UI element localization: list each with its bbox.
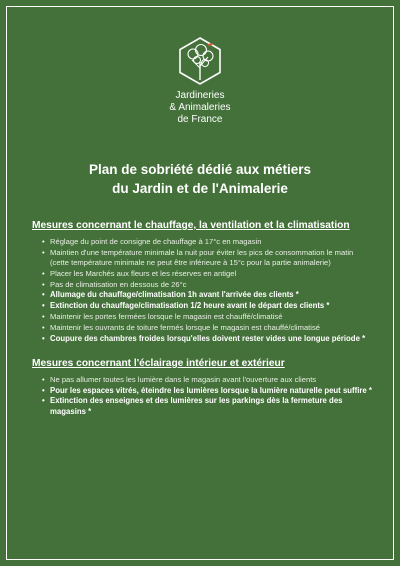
section-title-lighting: Mesures concernant l'éclairage intérieur et extérieur <box>32 357 285 369</box>
list-item: • Maintien d'une température minimale la nuit pour éviter les pics de consommation le matin (cette température minimale ne peut être inférieure à 15°c pour la partie animalerie) <box>42 248 372 268</box>
section-title-heating: Mesures concernant le chauffage, la ventilation et la climatisation <box>32 220 350 231</box>
list-item: • Placer les Marchés aux fleurs et les réserves en antigel <box>42 269 372 279</box>
list-item: • Extinction du chauffage/climatisation 1/2 heure avant le départ des clients * <box>42 301 372 311</box>
list-item: • Ne pas allumer toutes les lumière dans le magasin avant l'ouverture aux clients <box>42 375 372 385</box>
list-item: • Pour les espaces vitrés, éteindre les lumières lorsque la lumière naturelle peut suffire * <box>42 386 372 396</box>
brand-logo <box>0 36 400 126</box>
document-content <box>32 220 372 417</box>
list-item: • Réglage du point de consigne de chauffage à 17°c en magasin <box>42 237 372 247</box>
page-title-line-2: du Jardin et de l'Animalerie <box>112 181 288 196</box>
page-title <box>0 160 400 198</box>
lighting-measures-list <box>32 375 372 417</box>
brand-name-line-2: & Animaleries <box>169 102 231 113</box>
list-item: • Pas de climatisation en dessous de 26°c <box>42 280 372 290</box>
brand-name-line-3: de France <box>177 114 223 125</box>
list-item: • Maintenir les ouvrants de toiture fermés lorsque le magasin est chauffé/climatisé <box>42 323 372 333</box>
tree-hexagon-icon <box>177 36 223 86</box>
list-item: • Allumage du chauffage/climatisation 1h avant l'arrivée des clients * <box>42 290 372 300</box>
list-item: • Coupure des chambres froides lorsqu'elles doivent rester vides une longue période * <box>42 334 372 344</box>
brand-name-line-1: Jardineries <box>175 90 225 101</box>
brand-name <box>169 90 230 126</box>
list-item: • Maintenir les portes fermées lorsque le magasin est chauffé/climatisé <box>42 312 372 322</box>
list-item: • Extinction des enseignes et des lumières sur les parkings dès la fermeture des magasins * <box>42 396 372 416</box>
page-title-line-1: Plan de sobriété dédié aux métiers <box>88 162 312 177</box>
heating-measures-list <box>32 237 372 344</box>
